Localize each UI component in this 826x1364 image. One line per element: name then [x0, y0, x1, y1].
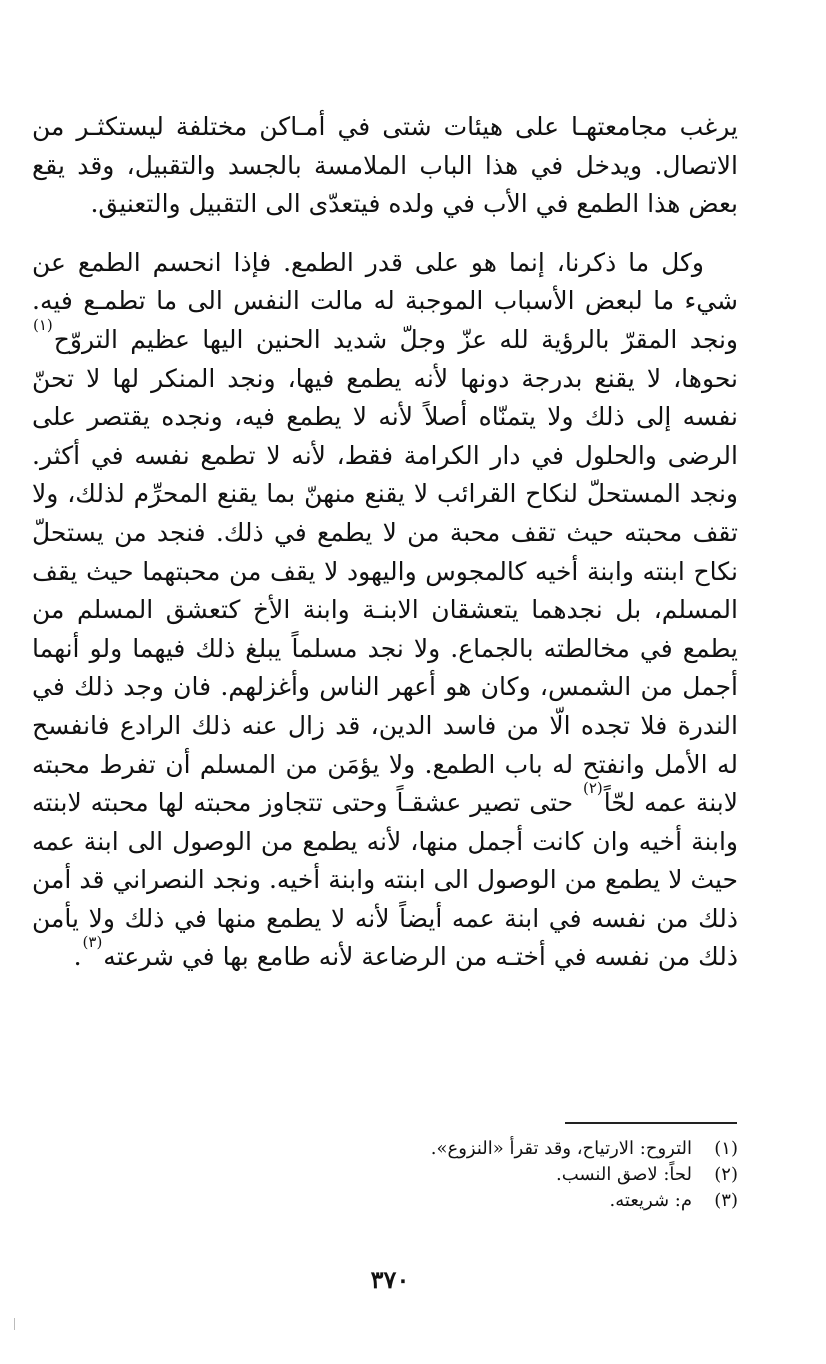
footnote-divider [565, 1122, 737, 1124]
footnote-text: التروح: الارتياح، وقد تقرأ «النزوع». [430, 1138, 692, 1159]
footnote-number: (٣) [714, 1190, 738, 1211]
footnote-number: (١) [714, 1138, 738, 1159]
footnote-text: م: شريعته. [609, 1190, 692, 1211]
paragraph-1-text: يرغب مجامعتهـا على هيئات شتى في أمـاكن مختلفة ليستكثـر من الاتصال. ويدخل في هذا الباب الملامسة بالجسد والتقبيل، وقد يقع بعض هذا الطمع في الأب في ولده فيتعدّى الى التقبيل والتعنيق. [32, 112, 738, 219]
paragraph-2 [32, 244, 738, 977]
page-number: ٣٧٠ [370, 1265, 410, 1294]
footnotes [178, 1136, 738, 1214]
footnote-number: (٢) [714, 1164, 738, 1185]
main-text [32, 108, 738, 977]
footnote-1 [178, 1136, 738, 1162]
paragraph-1 [32, 108, 738, 224]
footnote-3 [178, 1188, 738, 1214]
footnote-ref-3[interactable]: (٣) [82, 933, 103, 952]
scan-margin-mark [14, 1318, 15, 1330]
paragraph-2-text-b: نحوها، لا يقنع بدرجة دونها لأنه يطمع فيها، ونجد المنكر لها لا تحنّ نفسه إلى ذلك ولا يتمنّاه أصلاً لأنه لا يطمع فيه، ونجده يقتصر على الرضى والحلول في دار الكرامة فقط، لأنه لا تطمع نفسه في أكثر. ونجد المستحلّ لنكاح القرائب لا يقنع منهنّ بما يقنع المحرِّم لذلك، ولا تقف محبته حيث تقف محبة من لا يطمع في ذلك. فنجد من يستحلّ نكاح ابنته وابنة أخيه كالمجوس واليهود لا يقف من محبتهما حيث يقف المسلم، بل نجدهما يتعشقان الابنـة وابنة الأخ كتعشق المسلم من يطمع في مخالطته بالجماع. ولا نجد مسلماً يبلغ ذلك فيهما ولو أنهما أجمل من الشمس، وكان هو أعهر الناس وأغزلهم. فان وجد ذلك في الندرة فلا تجده الّا من فاسد الدين، قد زال عنه ذلك الرادع فانفسح له الأمل وانفتح له باب الطمع. ولا يؤمَن من المسلم أن تفرط محبته لابنة عمه لحّاً [32, 363, 738, 818]
footnote-2 [178, 1162, 738, 1188]
footnote-ref-1[interactable]: (١) [33, 315, 53, 334]
footnote-text: لحاً: لاصق النسب. [555, 1164, 692, 1185]
paragraph-2-text-c: حتى تصير عشقـاً وحتى تتجاوز محبته لها محبته لابنته وابنة أخيه وان كانت أجمل منها، لأنه يطمع من الوصول الى ابنة عمه حيث لا يطمع من الوصول الى ابنته وابنة أخيه. ونجد النصراني قد أمن ذلك من نفسه في ابنة عمه أيضاً لأنه لا يطمع منها في ذلك ولا يأمن ذلك من نفسه في أختـه من الرضاعة لأنه طامع بها في شرعته [32, 788, 738, 972]
paragraph-2-end: . [73, 942, 82, 972]
footnote-ref-2[interactable]: (٢) [583, 778, 603, 797]
paragraph-2-text-a: وكل ما ذكرنا، إنما هو على قدر الطمع. فإذا انحسم الطمع عن شيء ما لبعض الأسباب الموجبة له مالت النفس الى ما تطمـع فيه. ونجد المقرّ بالرؤية لله عزّ وجلّ شديد الحنين اليها عظيم التروّح [32, 247, 738, 354]
